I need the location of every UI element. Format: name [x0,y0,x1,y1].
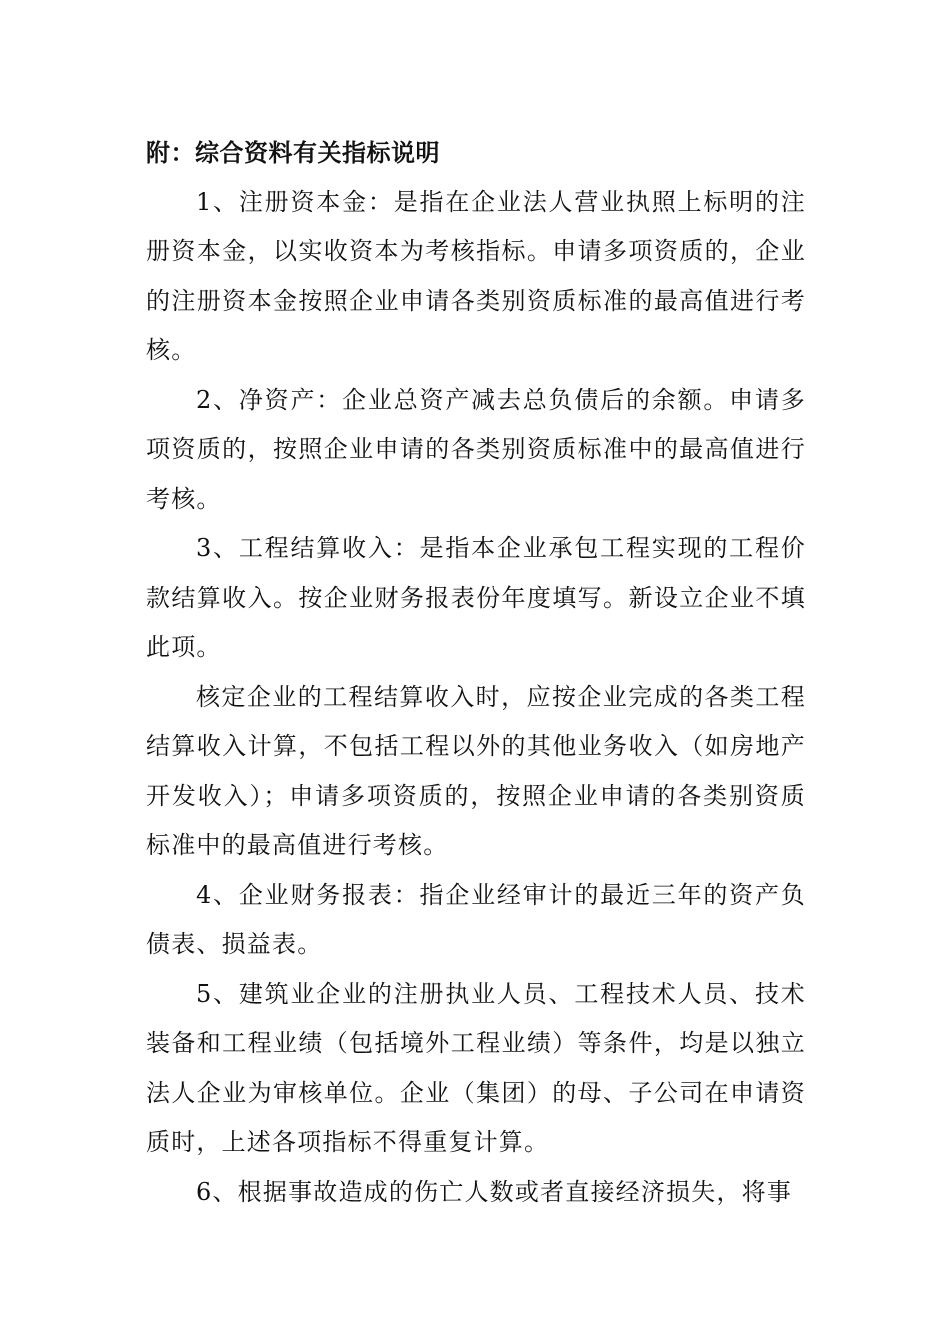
document-heading: 附：综合资料有关指标说明 [146,138,440,167]
paragraph-net-assets: 2、净资产：企业总资产减去总负债后的余额。申请多项资质的，按照企业申请的各类别资质标准中的最高值进行考核。 [146,385,806,513]
document-body [146,128,806,1217]
paragraph-settlement-income: 3、工程结算收入：是指本企业承包工程实现的工程价款结算收入。按企业财务报表份年度填写。新设立企业不填此项。 [146,534,806,661]
paragraph-settlement-income-rules: 核定企业的工程结算收入时，应按企业完成的各类工程结算收入计算，不包括工程以外的其他业务收入（如房地产开发收入）；申请多项资质的，按照企业申请的各类别资质标准中的最高值进行考核。 [146,682,806,859]
paragraph-accident-classification: 6、根据事故造成的伤亡人数或者直接经济损失，将事 [196,1177,793,1206]
paragraph-independent-entity: 5、建筑业企业的注册执业人员、工程技术人员、技术装备和工程业绩（包括境外工程业绩）等条件，均是以独立法人企业为审核单位。企业（集团）的母、子公司在申请资质时，上述各项指标不得重复计算。 [146,979,806,1156]
paragraph-financial-statements: 4、企业财务报表：指企业经审计的最近三年的资产负债表、损益表。 [146,880,806,958]
paragraph-registered-capital: 1、注册资本金：是指在企业法人营业执照上标明的注册资本金，以实收资本为考核指标。申请多项资质的，企业的注册资本金按照企业申请各类别资质标准的最高值进行考核。 [146,187,806,364]
